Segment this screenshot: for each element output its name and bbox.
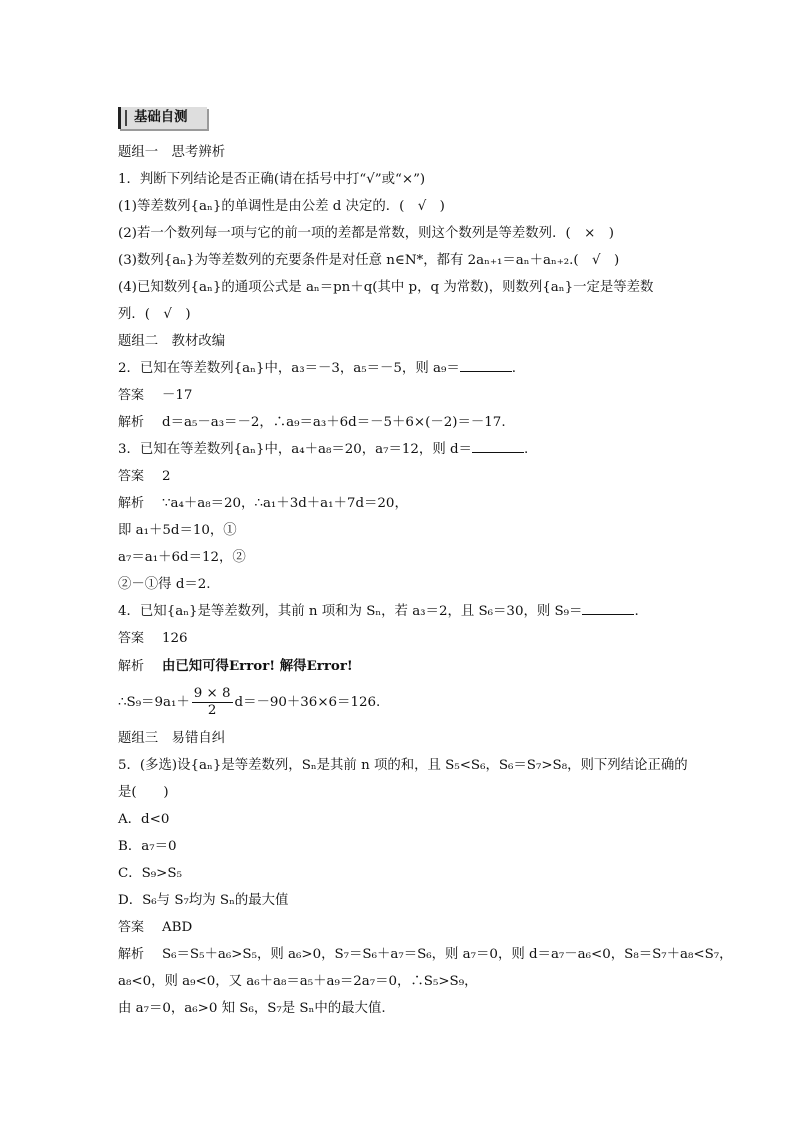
analysis-text: 由已知可得Error! 解得Error! [162,658,353,674]
question-4-text: 4．已知{aₙ}是等差数列，其前 n 项和为 Sₙ，若 a₃＝2，且 S₆＝30，则 S₉＝ [118,604,583,619]
analysis-label: 解析 [118,415,145,430]
fraction-numerator: 9 × 8 [193,686,231,701]
analysis-3-line4: ②－①得 d＝2. [118,577,211,592]
answer-label: 答案 [118,388,145,403]
analysis-5-line3: 由 a₇＝0，a₆>0 知 S₆，S₇是 Sₙ中的最大值. [118,1001,386,1016]
question-4: 4．已知{aₙ}是等差数列，其前 n 项和为 Sₙ，若 a₃＝2，且 S₆＝30，则 S₉＝ . [118,604,639,619]
question-5-line2: 是( ) [118,785,169,800]
statement-3: (3)数列{aₙ}为等差数列的充要条件是对任意 n∈N*，都有 2aₙ₊₁＝aₙ＋aₙ₊₂.( √ ) [118,253,620,268]
group-heading-3 [118,729,684,749]
analysis-text: ∵a₄＋a₈＝20，∴a₁＋3d＋a₁＋7d＝20， [162,496,408,511]
statement-1: (1)等差数列{aₙ}的单调性是由公差 d 决定的．( √ ) [118,199,445,214]
formula-suffix: d＝－90＋36×6＝126. [234,695,381,710]
analysis-3-line3: a₇＝a₁＋6d＝12，② [118,550,246,565]
statement-4-line1: (4)已知数列{aₙ}的通项公式是 aₙ＝pn＋q(其中 p，q 为常数)，则数列{aₙ}一定是等差数 [118,280,654,295]
option-c: C．S₉>S₅ [118,866,182,881]
analysis-2 [118,413,684,433]
answer-2 [118,386,684,406]
group-heading-2 [118,332,684,352]
question-5-line1: 5．(多选)设{aₙ}是等差数列，Sₙ是其前 n 项的和，且 S₅<S₆，S₆＝S₇>S₈，则下列结论正确的 [118,758,688,773]
answer-value: ABD [162,920,193,935]
group-heading-1 [118,143,684,163]
answer-4 [118,629,684,649]
answer-blank [472,440,524,453]
answer-blank [460,359,512,372]
group-label: 题组一 思考辨析 [118,145,226,160]
answer-label: 答案 [118,631,145,646]
analysis-3-line1 [118,494,684,514]
answer-value: 2 [162,469,171,484]
analysis-5-line2: a₈<0，则 a₉<0，又 a₆＋a₈＝a₅＋a₉＝2a₇＝0，∴S₅>S₉， [118,974,478,989]
question-1: 1．判断下列结论是否正确(请在括号中打“√”或“×”) [118,172,426,187]
analysis-4-line2 [118,686,684,720]
option-d: D．S₆与 S₇均为 Sₙ的最大值 [118,893,289,908]
answer-blank [582,602,634,615]
answer-value: －17 [162,388,193,403]
analysis-label: 解析 [118,659,145,674]
statement-4-line2: 列．( √ ) [118,307,191,322]
group-label: 题组三 易错自纠 [118,731,226,746]
fraction-denominator: 2 [207,703,217,718]
question-3-text: 3．已知在等差数列{aₙ}中，a₄＋a₈＝20，a₇＝12，则 d＝ [118,442,472,457]
analysis-label: 解析 [118,947,145,962]
answer-5 [118,918,684,938]
analysis-5-line1 [118,945,733,965]
analysis-3-line2: 即 a₁＋5d＝10，① [118,523,237,538]
section-title: 基础自测 [134,110,188,125]
answer-label: 答案 [118,920,145,935]
analysis-text: S₆＝S₅＋a₆>S₅，则 a₆>0，S₇＝S₆＋a₇＝S₆，则 a₇＝0，则 d＝a₇－a₆<0，S₈＝S₇＋a₈<S₇， [162,947,733,962]
analysis-label: 解析 [118,496,145,511]
question-2: 2．已知在等差数列{aₙ}中，a₃＝－3，a₅＝－5，则 a₉＝ . [118,361,516,376]
question-3: 3．已知在等差数列{aₙ}中，a₄＋a₈＝20，a₇＝12，则 d＝ . [118,442,529,457]
option-a: A．d<0 [118,812,170,827]
section-marker [125,110,127,126]
answer-label: 答案 [118,469,145,484]
fraction [192,686,233,719]
answer-value: 126 [162,631,188,646]
analysis-4-line1 [118,656,684,676]
statement-2: (2)若一个数列每一项与它的前一项的差都是常数，则这个数列是等差数列．( × ) [118,226,614,241]
section-header [118,107,207,129]
answer-3 [118,467,684,487]
option-b: B．a₇＝0 [118,839,177,854]
question-2-text: 2．已知在等差数列{aₙ}中，a₃＝－3，a₅＝－5，则 a₉＝ [118,361,460,376]
analysis-text: d＝a₅－a₃＝－2，∴a₉＝a₃＋6d＝－5＋6×(－2)＝－17. [162,415,506,430]
group-label: 题组二 教材改编 [118,334,226,349]
formula-prefix: ∴S₉＝9a₁＋ [118,695,190,710]
